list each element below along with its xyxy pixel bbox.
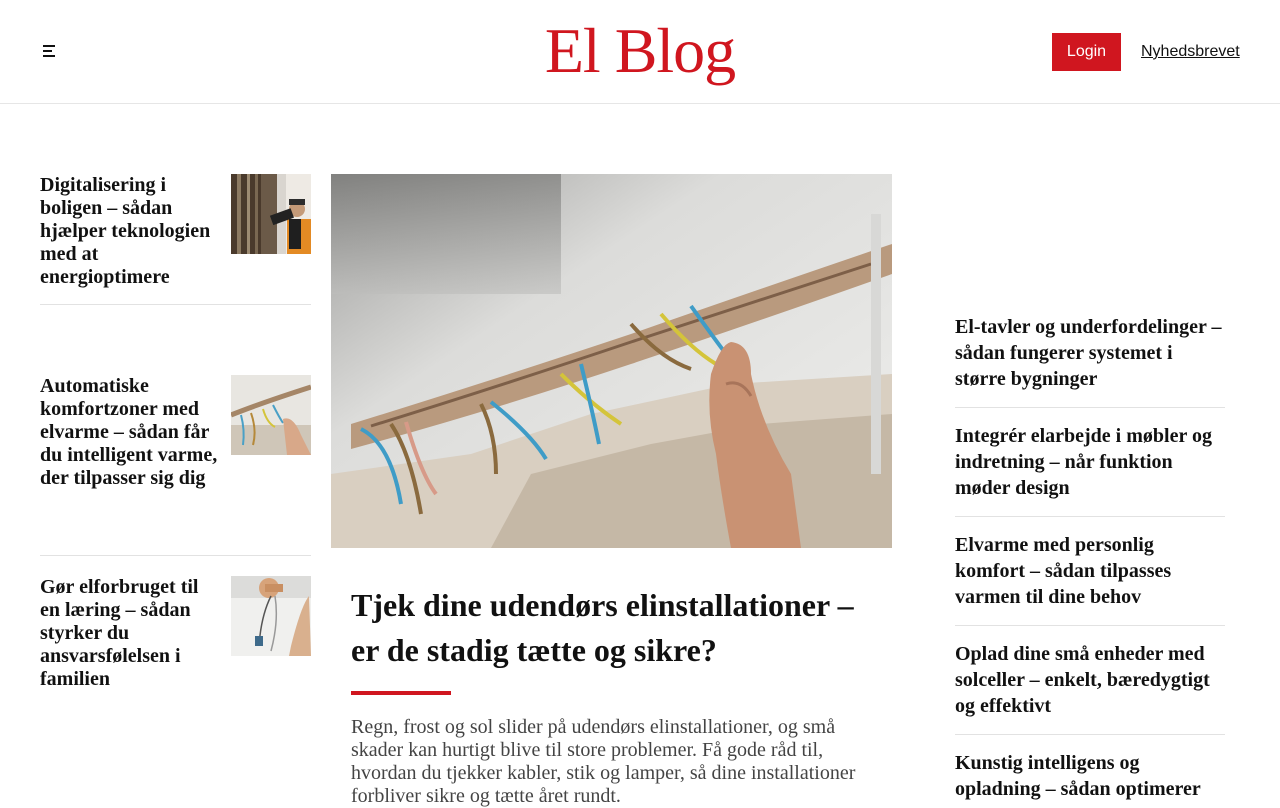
menu-icon[interactable]	[40, 44, 60, 60]
left-divider	[40, 304, 311, 305]
right-article-1[interactable]: El-tavler og underfordelinger – sådan fungerer systemet i større bygninger	[955, 316, 1222, 390]
site-logo-link[interactable]: El Blog	[544, 15, 736, 86]
left-article-1[interactable]	[40, 174, 311, 292]
newsletter-link[interactable]: Nyhedsbrevet	[1141, 43, 1240, 60]
right-article-5[interactable]: Kunstig intelligens og opladning – sådan optimerer	[955, 752, 1201, 800]
left-article-2[interactable]	[40, 375, 311, 515]
right-divider	[955, 625, 1225, 626]
login-button[interactable]: Login	[1052, 33, 1121, 71]
left-article-title[interactable]: Digitalisering i boligen – sådan hjælper teknologien med at energioptimere	[40, 174, 211, 288]
right-article-3[interactable]: Elvarme med personlig komfort – sådan tilpasses varmen til dine behov	[955, 534, 1172, 608]
right-article-4[interactable]: Oplad dine små enheder med solceller – enkelt, bæredygtigt og effektivt	[955, 643, 1210, 717]
left-article-title[interactable]: Automatiske komfortzoner med elvarme – sådan får du intelligent varme, der tilpasser sig dig	[40, 375, 218, 489]
hand-holding-wires-photo[interactable]	[331, 174, 892, 548]
worker-wall-photo[interactable]	[231, 174, 311, 254]
featured-article-excerpt: Regn, frost og sol slider på udendørs elinstallationer, og små skader kan hurtigt blive til store problemer. Få gode råd til, hvordan du tjekker kabler, stik og lamper, så dine installationer forbliver sikre og tætte året rundt.	[351, 716, 856, 807]
left-article-title[interactable]: Gør elforbruget til en læring – sådan styrker du ansvarsfølelsen i familien	[40, 576, 199, 690]
featured-article-title[interactable]: Tjek dine udendørs elinstallationer – er de stadig tætte og sikre?	[351, 587, 854, 668]
right-divider	[955, 734, 1225, 735]
left-divider	[40, 555, 311, 556]
site-header	[0, 0, 1280, 104]
right-divider	[955, 516, 1225, 517]
left-article-3[interactable]	[40, 576, 311, 694]
ceiling-wiring-photo[interactable]	[231, 576, 311, 656]
right-divider	[955, 407, 1225, 408]
wires-wall-photo[interactable]	[231, 375, 311, 455]
featured-accent-rule	[351, 691, 451, 695]
right-article-2[interactable]: Integrér elarbejde i møbler og indretning – når funktion møder design	[955, 425, 1212, 499]
